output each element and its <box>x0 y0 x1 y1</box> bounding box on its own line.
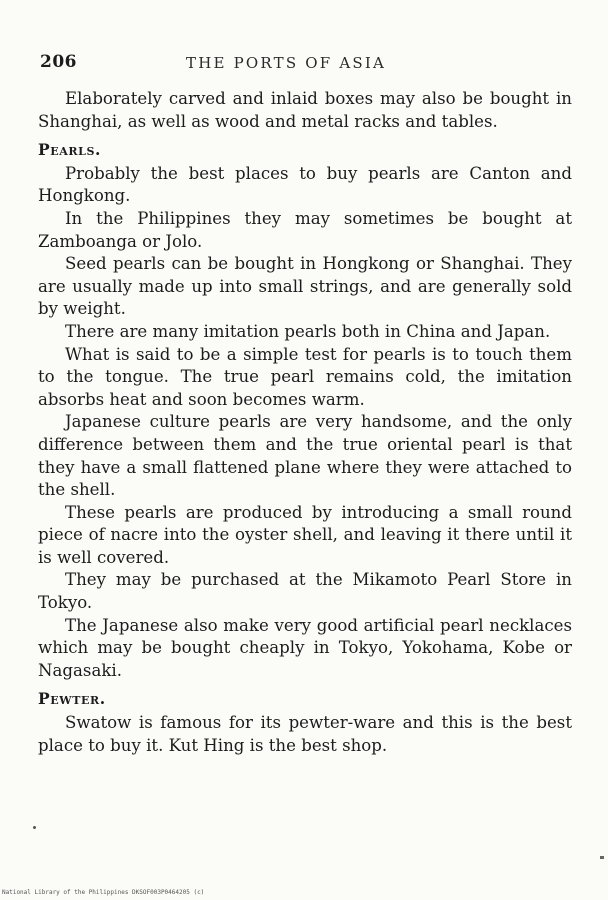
paragraph-pearls-5: What is said to be a simple test for pearls is to touch them to the tongue. The true pearl remains cold, the imitation absorbs heat and soon becomes warm. <box>38 344 572 409</box>
paragraph-pearls-1: Probably the best places to buy pearls are Canton and Hongkong. <box>38 163 572 206</box>
paragraph-pearls-7: These pearls are produced by introducing a small round piece of nacre into the oyster shell, and leaving it there until it is well covered. <box>38 502 572 567</box>
scan-speck <box>33 826 36 829</box>
paragraph-pearls-3: Seed pearls can be bought in Hongkong or Shanghai. They are usually made up into small strings, and are generally sold by weight. <box>38 254 572 319</box>
page-text <box>38 88 572 757</box>
running-title: THE PORTS OF ASIA <box>186 54 387 72</box>
scan-footer-note: National Library of the Philippines DKSOF003P0464205 (c) <box>2 889 205 896</box>
paragraph-pearls-8: They may be purchased at the Mikamoto Pearl Store in Tokyo. <box>38 570 572 613</box>
paragraph-intro: Elaborately carved and inlaid boxes may also be bought in Shanghai, as well as wood and metal racks and tables. <box>38 89 572 131</box>
paragraph-pearls-9: The Japanese also make very good artificial pearl necklaces which may be bought cheaply in Tokyo, Yokohama, Kobe or Nagasaki. <box>38 615 572 680</box>
paragraph-pearls-4: There are many imitation pearls both in China and Japan. <box>65 321 551 341</box>
paragraph-pewter-1: Swatow is famous for its pewter-ware and this is the best place to buy it. Kut Hing is the best shop. <box>38 713 572 755</box>
section-heading-pearls: Pearls. <box>38 140 101 160</box>
page-number: 206 <box>40 52 77 72</box>
paragraph-pearls-2: In the Philippines they may sometimes be bought at Zamboanga or Jolo. <box>38 208 572 251</box>
scan-edge-mark <box>600 856 604 859</box>
section-heading-pewter: Pewter. <box>38 689 106 709</box>
paragraph-pearls-6: Japanese culture pearls are very handsome, and the only difference between them and the true oriental pearl is that they have a small flattened plane where they were attached to the shell. <box>38 412 572 500</box>
